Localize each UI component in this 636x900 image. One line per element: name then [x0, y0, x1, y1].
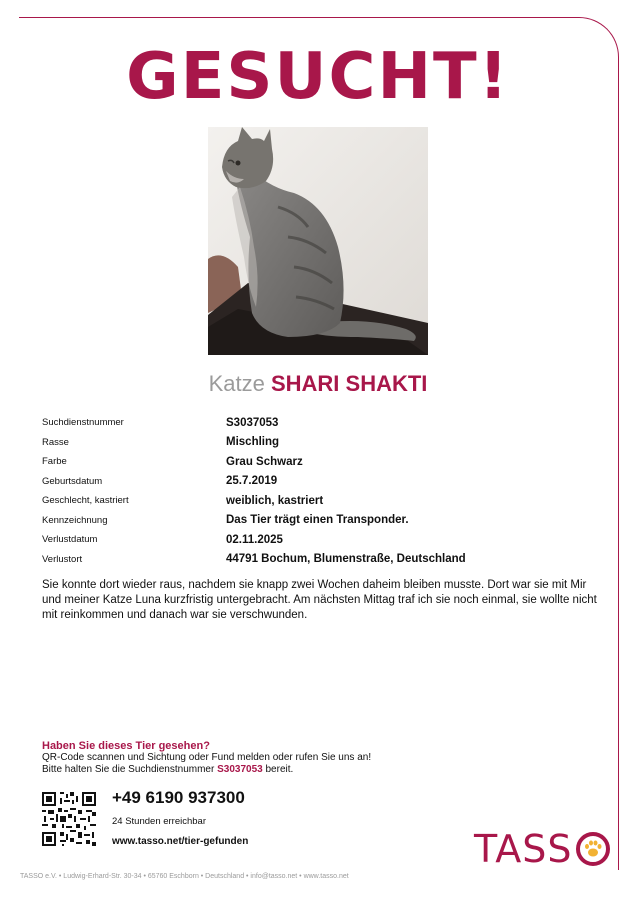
- detail-label: Rasse: [42, 436, 69, 448]
- detail-value: Mischling: [226, 436, 280, 449]
- detail-row: [42, 433, 602, 453]
- detail-label: Verlustort: [42, 553, 83, 565]
- pet-name: SHARI SHAKTI: [270, 371, 428, 396]
- reference-text-end: bereit.: [262, 764, 294, 775]
- sighting-question: Haben Sie dieses Tier gesehen?: [42, 740, 210, 752]
- pet-species: Katze: [208, 371, 265, 396]
- detail-label: Geschlecht, kastriert: [42, 495, 129, 507]
- loss-description: Sie konnte dort wieder raus, nachdem sie knapp zwei Wochen daheim bleiben musste. Dort war sie mit Mir und meiner Katze Luna kurzfristig untergebracht. Am nächsten Mittag traf ich sie noch einmal, sie wollte nicht mit reinkommen und danach war sie verschwunden.: [42, 579, 597, 621]
- detail-value: S3037053: [226, 416, 279, 429]
- poster-title: GESUCHT!: [126, 40, 510, 114]
- detail-label: Suchdienstnummer: [42, 417, 124, 429]
- hours-note: 24 Stunden erreichbar: [112, 816, 207, 827]
- detail-value: Grau Schwarz: [226, 455, 303, 468]
- qr-code-icon[interactable]: [42, 792, 96, 846]
- detail-label: Kennzeichnung: [42, 514, 108, 526]
- phone-number[interactable]: +49 6190 937300: [112, 788, 245, 807]
- footer-address: TASSO e.V. • Ludwig-Erhard-Str. 30-34 • 65760 Eschborn • Deutschland • info@tasso.net • www.tasso.net: [20, 873, 349, 880]
- contact-block: [112, 788, 248, 847]
- detail-label: Verlustdatum: [42, 534, 98, 546]
- detail-label: Geburtsdatum: [42, 475, 103, 487]
- detail-row: [42, 472, 602, 492]
- detail-row: [42, 413, 602, 433]
- detail-row: [42, 491, 602, 511]
- sighting-call-to-action: [42, 740, 542, 776]
- paw-icon: [575, 831, 611, 867]
- sighting-reference-line: [42, 764, 542, 776]
- detail-row: [42, 452, 602, 472]
- pet-name-line: [0, 371, 636, 397]
- detail-value: 44791 Bochum, Blumenstraße, Deutschland: [226, 553, 466, 566]
- sighting-instructions: QR-Code scannen und Sichtung oder Fund melden oder rufen Sie uns an!: [42, 752, 372, 763]
- detail-value: 02.11.2025: [226, 533, 283, 546]
- details-table: [42, 413, 602, 569]
- detail-label: Farbe: [42, 456, 67, 468]
- website-link[interactable]: www.tasso.net/tier-gefunden: [112, 836, 249, 847]
- detail-row: [42, 511, 602, 531]
- detail-row: [42, 550, 602, 570]
- detail-row: [42, 530, 602, 550]
- logo-text: TASS: [474, 827, 573, 871]
- detail-value: 25.7.2019: [226, 475, 278, 488]
- reference-id: S3037053: [217, 764, 263, 775]
- detail-value: weiblich, kastriert: [226, 494, 324, 507]
- cat-photo: [208, 127, 428, 355]
- tasso-logo: [474, 824, 611, 874]
- detail-value: Das Tier trägt einen Transponder.: [226, 514, 409, 527]
- reference-text: Bitte halten Sie die Suchdienstnummer: [42, 764, 218, 775]
